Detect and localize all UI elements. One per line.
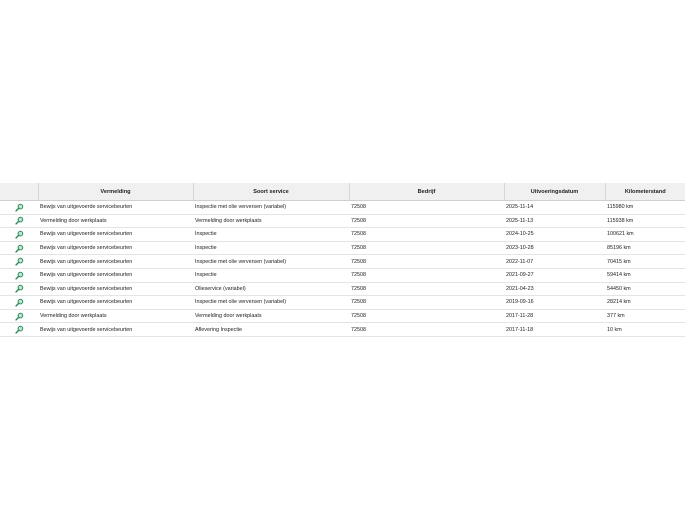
row-action-cell[interactable] bbox=[0, 201, 38, 215]
cell-bedrijf: 72508 bbox=[349, 255, 504, 269]
cell-uitvoeringsdatum: 2017-11-18 bbox=[504, 323, 605, 337]
magnifier-icon[interactable] bbox=[15, 325, 24, 334]
header-row bbox=[0, 183, 685, 201]
cell-bedrijf: 72508 bbox=[349, 268, 504, 282]
table-row[interactable] bbox=[0, 228, 685, 242]
cell-uitvoeringsdatum: 2021-09-27 bbox=[504, 268, 605, 282]
cell-kilometerstand: 100621 km bbox=[605, 228, 685, 242]
cell-bedrijf: 72508 bbox=[349, 228, 504, 242]
magnifier-icon[interactable] bbox=[15, 230, 24, 239]
table-row[interactable] bbox=[0, 323, 685, 337]
magnifier-icon[interactable] bbox=[15, 244, 24, 253]
cell-bedrijf: 72508 bbox=[349, 214, 504, 228]
cell-bedrijf: 72508 bbox=[349, 323, 504, 337]
cell-uitvoeringsdatum: 2023-10-28 bbox=[504, 241, 605, 255]
table-row[interactable] bbox=[0, 282, 685, 296]
cell-soort-service: Inspectie met olie verversen (variabel) bbox=[193, 296, 349, 310]
cell-kilometerstand: 85196 km bbox=[605, 241, 685, 255]
row-action-cell[interactable] bbox=[0, 255, 38, 269]
header-vermelding[interactable]: Vermelding bbox=[38, 183, 193, 201]
cell-uitvoeringsdatum: 2019-09-16 bbox=[504, 296, 605, 310]
cell-soort-service: Inspectie bbox=[193, 228, 349, 242]
cell-vermelding: Bewijs van uitgevoerde servicebeurten bbox=[38, 282, 193, 296]
table-row[interactable] bbox=[0, 255, 685, 269]
service-history-table-container bbox=[0, 183, 685, 337]
magnifier-icon[interactable] bbox=[15, 257, 24, 266]
cell-vermelding: Bewijs van uitgevoerde servicebeurten bbox=[38, 241, 193, 255]
header-kilometerstand[interactable]: Kilometerstand bbox=[605, 183, 685, 201]
cell-soort-service: Aflevering Inspectie bbox=[193, 323, 349, 337]
magnifier-icon[interactable] bbox=[15, 298, 24, 307]
table-row[interactable] bbox=[0, 201, 685, 215]
header-uitvoeringsdatum[interactable]: Uitvoeringsdatum bbox=[504, 183, 605, 201]
row-action-cell[interactable] bbox=[0, 228, 38, 242]
table-row[interactable] bbox=[0, 296, 685, 310]
cell-vermelding: Vermelding door werkplaats bbox=[38, 309, 193, 323]
cell-kilometerstand: 10 km bbox=[605, 323, 685, 337]
table-row[interactable] bbox=[0, 241, 685, 255]
cell-bedrijf: 72508 bbox=[349, 296, 504, 310]
cell-vermelding: Bewijs van uitgevoerde servicebeurten bbox=[38, 201, 193, 215]
cell-vermelding: Bewijs van uitgevoerde servicebeurten bbox=[38, 255, 193, 269]
magnifier-icon[interactable] bbox=[15, 312, 24, 321]
row-action-cell[interactable] bbox=[0, 296, 38, 310]
cell-kilometerstand: 28214 km bbox=[605, 296, 685, 310]
header-icon-column bbox=[0, 183, 38, 201]
table-header bbox=[0, 183, 685, 201]
cell-uitvoeringsdatum: 2017-11-28 bbox=[504, 309, 605, 323]
table-body bbox=[0, 201, 685, 337]
row-action-cell[interactable] bbox=[0, 268, 38, 282]
cell-uitvoeringsdatum: 2025-11-13 bbox=[504, 214, 605, 228]
table-row[interactable] bbox=[0, 214, 685, 228]
cell-kilometerstand: 377 km bbox=[605, 309, 685, 323]
magnifier-icon[interactable] bbox=[15, 271, 24, 280]
cell-kilometerstand: 115980 km bbox=[605, 201, 685, 215]
magnifier-icon[interactable] bbox=[15, 284, 24, 293]
cell-kilometerstand: 54450 km bbox=[605, 282, 685, 296]
service-history-table bbox=[0, 183, 685, 337]
cell-vermelding: Vermelding door werkplaats bbox=[38, 214, 193, 228]
cell-vermelding: Bewijs van uitgevoerde servicebeurten bbox=[38, 268, 193, 282]
header-bedrijf[interactable]: Bedrijf bbox=[349, 183, 504, 201]
cell-vermelding: Bewijs van uitgevoerde servicebeurten bbox=[38, 296, 193, 310]
header-soort-service[interactable]: Soort service bbox=[193, 183, 349, 201]
cell-bedrijf: 72508 bbox=[349, 241, 504, 255]
cell-bedrijf: 72508 bbox=[349, 309, 504, 323]
row-action-cell[interactable] bbox=[0, 309, 38, 323]
row-action-cell[interactable] bbox=[0, 241, 38, 255]
table-row[interactable] bbox=[0, 268, 685, 282]
cell-kilometerstand: 59414 km bbox=[605, 268, 685, 282]
row-action-cell[interactable] bbox=[0, 282, 38, 296]
magnifier-icon[interactable] bbox=[15, 216, 24, 225]
cell-uitvoeringsdatum: 2025-11-14 bbox=[504, 201, 605, 215]
cell-soort-service: Vermelding door werkplaats bbox=[193, 214, 349, 228]
cell-bedrijf: 72508 bbox=[349, 201, 504, 215]
cell-kilometerstand: 115938 km bbox=[605, 214, 685, 228]
cell-kilometerstand: 70415 km bbox=[605, 255, 685, 269]
cell-vermelding: Bewijs van uitgevoerde servicebeurten bbox=[38, 228, 193, 242]
cell-uitvoeringsdatum: 2021-04-23 bbox=[504, 282, 605, 296]
cell-soort-service: Inspectie met olie verversen (variabel) bbox=[193, 255, 349, 269]
cell-soort-service: Inspectie bbox=[193, 241, 349, 255]
magnifier-icon[interactable] bbox=[15, 203, 24, 212]
cell-uitvoeringsdatum: 2022-11-07 bbox=[504, 255, 605, 269]
cell-uitvoeringsdatum: 2024-10-25 bbox=[504, 228, 605, 242]
cell-soort-service: Inspectie met olie verversen (variabel) bbox=[193, 201, 349, 215]
cell-soort-service: Olieservice (variabel) bbox=[193, 282, 349, 296]
table-row[interactable] bbox=[0, 309, 685, 323]
row-action-cell[interactable] bbox=[0, 323, 38, 337]
cell-vermelding: Bewijs van uitgevoerde servicebeurten bbox=[38, 323, 193, 337]
cell-soort-service: Inspectie bbox=[193, 268, 349, 282]
row-action-cell[interactable] bbox=[0, 214, 38, 228]
cell-bedrijf: 72508 bbox=[349, 282, 504, 296]
cell-soort-service: Vermelding door werkplaats bbox=[193, 309, 349, 323]
